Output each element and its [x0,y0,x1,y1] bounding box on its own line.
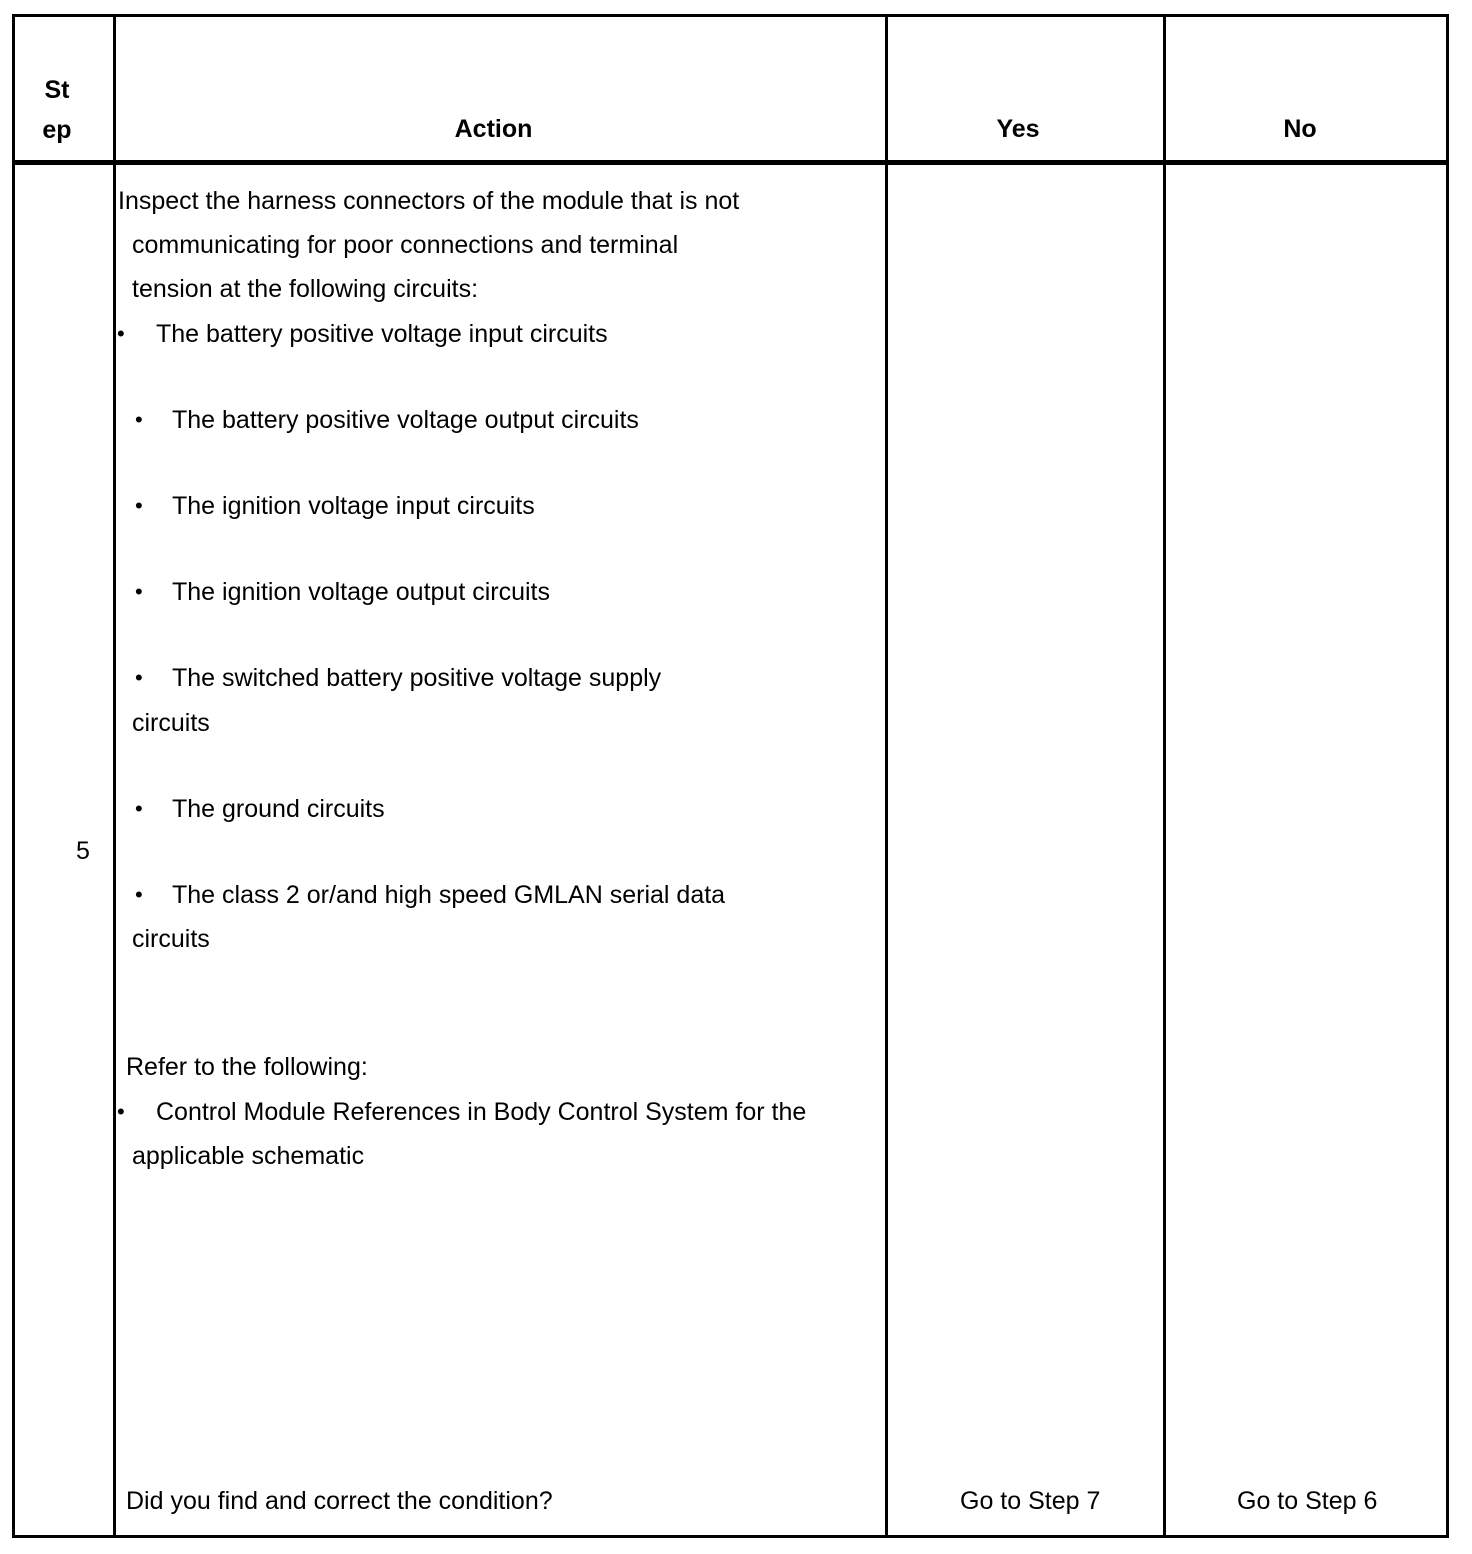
refer-item: Control Module References in Body Control System for the [156,1098,807,1126]
bullet-item: The switched battery positive voltage supply [172,664,662,692]
table-border-left [12,14,15,1538]
bullet-dot: • [135,579,143,604]
action-intro-line2: communicating for poor connections and terminal [132,231,679,259]
table-border-right [1446,14,1449,1538]
bullet-dot: • [117,321,125,346]
action-intro-line1: Inspect the harness connectors of the module that is not [118,187,740,215]
bullet-item: The battery positive voltage output circuits [172,406,639,434]
header-step-line1: St [44,76,70,104]
bullet-item-continuation: circuits [132,709,210,737]
header-step [15,70,99,150]
column-divider-action [885,14,888,1538]
bullet-dot: • [135,493,143,518]
bullet-dot: • [135,407,143,432]
bullet-item: The class 2 or/and high speed GMLAN serial data [172,881,726,909]
header-separator [12,160,1449,165]
action-question: Did you find and correct the condition? [126,1487,553,1515]
table-border-bottom [12,1535,1449,1538]
header-no: No [1283,115,1317,143]
action-intro-line3: tension at the following circuits: [132,275,479,303]
step-number: 5 [76,837,90,865]
no-result: Go to Step 6 [1237,1487,1378,1515]
bullet-item-continuation: circuits [132,925,210,953]
yes-result: Go to Step 7 [960,1487,1101,1515]
bullet-dot: • [135,796,143,821]
refer-item-continuation: applicable schematic [132,1142,365,1170]
header-action: Action [454,115,533,143]
bullet-item: The ignition voltage output circuits [172,578,550,606]
bullet-item: The ignition voltage input circuits [172,492,535,520]
bullet-dot: • [117,1099,125,1124]
column-divider-step [113,14,116,1538]
bullet-item: The ground circuits [172,795,385,823]
header-yes: Yes [996,115,1040,143]
bullet-dot: • [135,665,143,690]
header-step-line2: ep [42,116,72,144]
table-border-top [12,14,1449,17]
bullet-item: The battery positive voltage input circuits [156,320,608,348]
column-divider-yes [1163,14,1166,1538]
bullet-dot: • [135,882,143,907]
refer-label: Refer to the following: [126,1053,368,1081]
